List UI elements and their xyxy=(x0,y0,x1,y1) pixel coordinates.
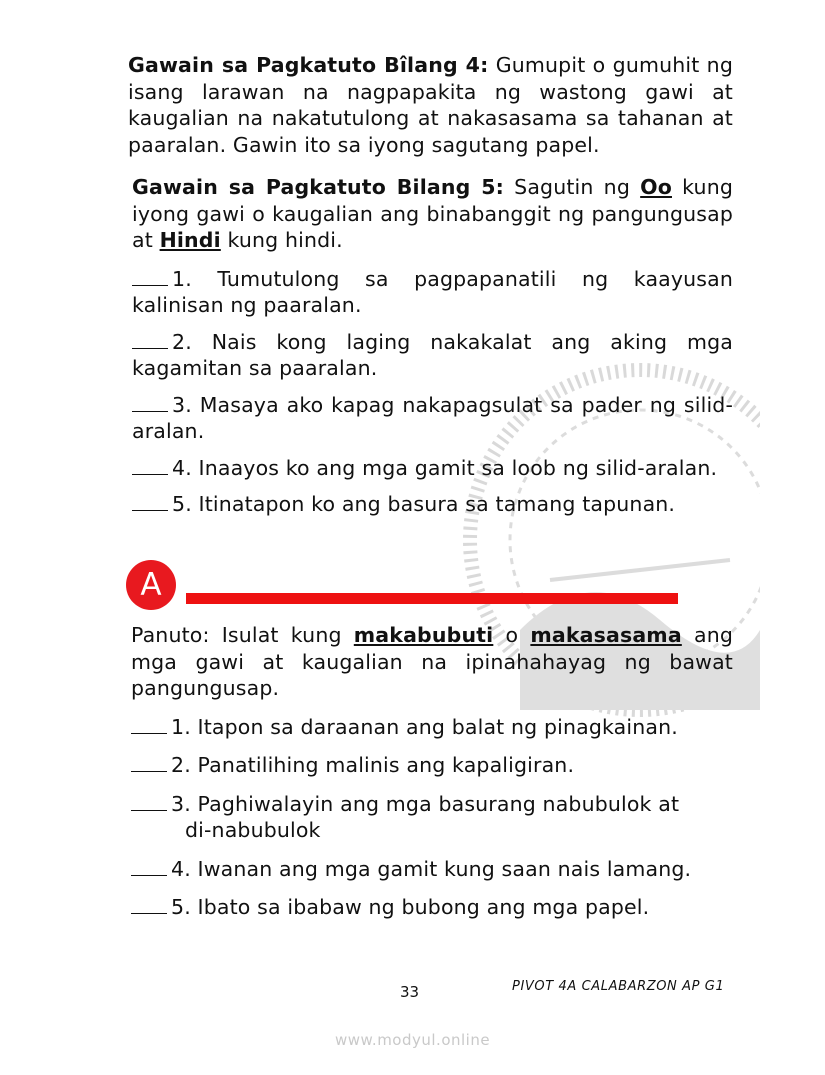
section-a-content xyxy=(131,622,733,933)
item-text: 4. Iwanan ang mga gamit kung saan nais lamang. xyxy=(171,856,692,881)
section-a-item xyxy=(131,752,733,779)
activity-5-item xyxy=(132,266,733,319)
answer-blank[interactable] xyxy=(131,753,167,772)
activity-5-item xyxy=(132,455,733,482)
section-a-item xyxy=(131,791,733,844)
instruction-text: ang mga gawi at kaugalian na ipinahahayag ng bawat pangungusap. xyxy=(131,623,734,700)
answer-blank[interactable] xyxy=(132,492,168,511)
hindi-keyword: Hindi xyxy=(159,228,221,252)
activity-5-item xyxy=(132,491,733,518)
item-text: 1. Tumutulong sa pagpapanatili ng kaayusan kalinisan ng paaralan. xyxy=(132,266,733,317)
section-a-badge: A xyxy=(126,560,176,610)
answer-blank[interactable] xyxy=(131,857,167,876)
item-text: 1. Itapon sa daraanan ang balat ng pinagkainan. xyxy=(171,714,678,739)
activity-5-heading: Gawain sa Pagkatuto Bilang 5: xyxy=(132,175,504,199)
section-a-item xyxy=(131,894,733,921)
item-text: 3. Paghiwalayin ang mga basurang nabubulok at xyxy=(171,791,680,816)
answer-blank[interactable] xyxy=(131,715,167,734)
item-text: 5. Itinatapon ko ang basura sa tamang tapunan. xyxy=(172,492,676,516)
activity-5-text: Sagutin ng xyxy=(503,175,641,199)
activities-section xyxy=(128,52,733,528)
makasasama-keyword: makasasama xyxy=(530,623,682,647)
activity-5-item xyxy=(132,392,733,445)
page-number: 33 xyxy=(400,983,420,1001)
item-text: 2. Nais kong laging nakakalat ang aking mga kagamitan sa paaralan. xyxy=(132,329,733,380)
section-a-rule xyxy=(186,593,678,604)
oo-keyword: Oo xyxy=(640,175,672,199)
item-text: 5. Ibato sa ibabaw ng bubong ang mga papel. xyxy=(171,895,650,919)
activity-5-text: kung hindi. xyxy=(220,228,343,252)
answer-blank[interactable] xyxy=(132,456,168,475)
section-a-item xyxy=(131,856,733,883)
item-text: 2. Panatilihing malinis ang kapaligiran. xyxy=(171,753,575,777)
item-text: 4. Inaayos ko ang mga gamit sa loob ng silid-aralan. xyxy=(172,455,718,480)
instruction-text: o xyxy=(493,623,531,647)
section-a-header xyxy=(126,560,686,610)
answer-blank[interactable] xyxy=(132,393,168,412)
activity-4-heading: Gawain sa Pagkatuto Bîlang 4: xyxy=(128,53,489,77)
footer-code: PIVOT 4A CALABARZON AP G1 xyxy=(512,979,725,994)
answer-blank[interactable] xyxy=(132,267,168,286)
activity-4-paragraph xyxy=(128,52,733,158)
item-text-continuation: di-nabubulok xyxy=(185,818,321,842)
section-a-item xyxy=(131,714,733,741)
makabubuti-keyword: makabubuti xyxy=(353,623,494,647)
answer-blank[interactable] xyxy=(131,895,167,914)
answer-blank[interactable] xyxy=(132,330,168,349)
instruction-text: Panuto: Isulat kung xyxy=(131,623,354,647)
activity-5-item xyxy=(132,329,733,382)
answer-blank[interactable] xyxy=(131,792,167,811)
activity-5-text: kung iyong gawi o kaugalian ang binabanggit ng pangungusap at xyxy=(132,175,733,252)
item-text: 3. Masaya ako kapag nakapagsulat sa pader ng silid-aralan. xyxy=(132,392,733,443)
activity-4-text: Gumupit o gumuhit ng isang larawan na nagpapakita ng wastong gawi at kaugalian na nakatutulong at nakasasama sa tahanan at paaralan. Gawin ito sa iyong sagutang papel. xyxy=(128,53,733,157)
section-a-instructions xyxy=(131,622,733,702)
site-url[interactable]: www.modyul.online xyxy=(335,1031,491,1049)
activity-5-paragraph xyxy=(132,174,733,254)
